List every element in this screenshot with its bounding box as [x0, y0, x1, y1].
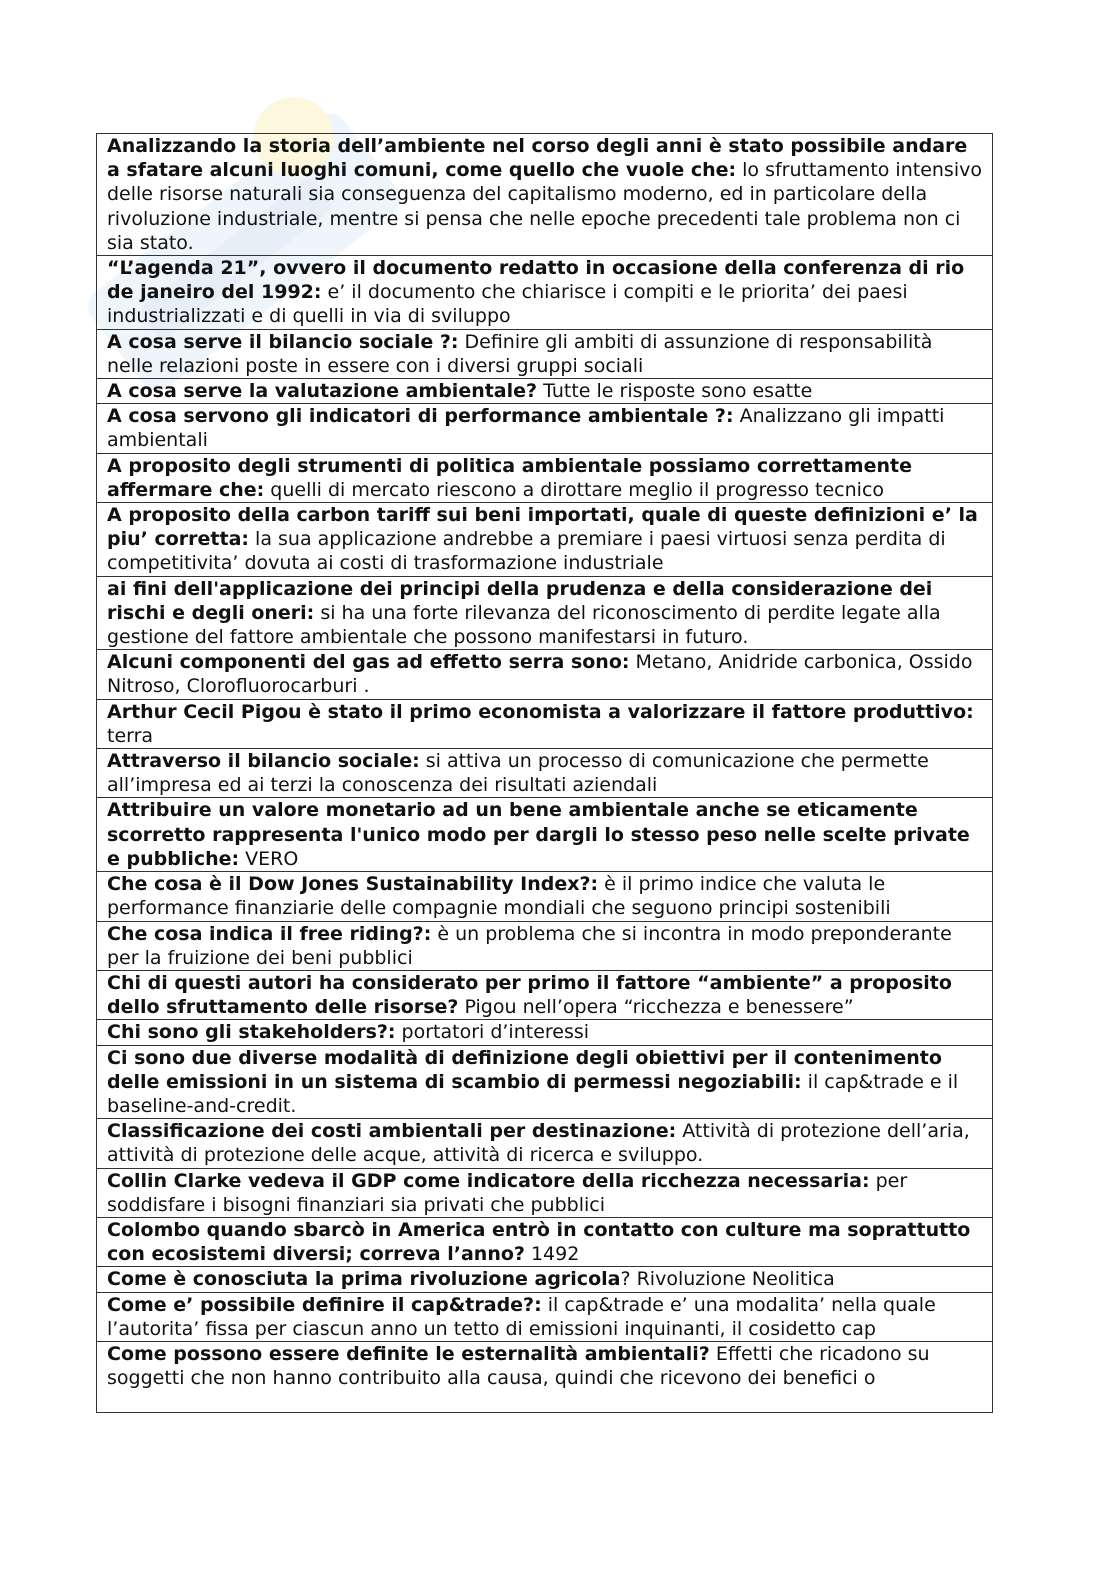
- question-text: A proposito della carbon tariff sui beni importati, quale di queste definizioni e’ la piu’ corretta:: [107, 504, 978, 551]
- qa-row: [97, 970, 993, 1019]
- answer-text: Attività di protezione dell’aria, attività di protezione delle acque, attività di ricerca e sviluppo.: [107, 1120, 970, 1167]
- question-text: A cosa serve la valutazione ambientale?: [107, 380, 538, 403]
- qa-cell: [97, 134, 993, 256]
- qa-row: [97, 699, 993, 748]
- qa-row: [97, 329, 993, 378]
- answer-text: quelli di mercato riescono a dirottare meglio il progresso tecnico: [264, 478, 885, 501]
- qa-cell: [97, 970, 993, 1019]
- qa-row: [97, 1119, 993, 1168]
- question-text: Che cosa indica il free riding?:: [107, 922, 432, 945]
- qa-row: [97, 1267, 993, 1292]
- qa-cell: [97, 1341, 993, 1412]
- qa-row: [97, 453, 993, 502]
- answer-text: la sua applicazione andrebbe a premiare i paesi virtuosi senza perdita di competitivita’ dovuta ai costi di trasformazione industriale: [107, 528, 946, 575]
- qa-cell: [97, 503, 993, 577]
- qa-cell: [97, 329, 993, 378]
- qa-row: [97, 576, 993, 650]
- qa-table: [96, 133, 993, 1413]
- qa-row: [97, 404, 993, 453]
- question-text: Collin Clarke vedeva il GDP come indicatore della ricchezza necessaria:: [107, 1169, 870, 1192]
- qa-row: [97, 256, 993, 330]
- question-text: Chi sono gli stakeholders?:: [107, 1021, 396, 1044]
- question-text: Come e’ possibile definire il cap&trade?:: [107, 1293, 542, 1316]
- qa-cell: [97, 1267, 993, 1292]
- question-text: Classificazione dei costi ambientali per destinazione:: [107, 1120, 677, 1143]
- answer-text: terra: [107, 724, 154, 747]
- qa-cell: [97, 1292, 993, 1341]
- answer-text: il cap&trade e il baseline-and-credit.: [107, 1070, 959, 1117]
- qa-row: [97, 134, 993, 256]
- answer-text: Definire gli ambiti di assunzione di responsabilità nelle relazioni poste in essere con i diversi gruppi sociali: [107, 330, 933, 377]
- answer-text: è il primo indice che valuta le performance finanziarie delle compagnie mondiali che seguono principi sostenibili: [107, 873, 891, 920]
- answer-text: e’ il documento che chiarisce i compiti e le priorita’ dei paesi industrializzati e di quelli in via di sviluppo: [107, 281, 908, 328]
- qa-row: [97, 650, 993, 699]
- qa-cell: [97, 872, 993, 921]
- answer-text: si attiva un processo di comunicazione che permette all’impresa ed ai terzi la conoscenza dei risultati aziendali: [107, 750, 929, 797]
- qa-cell: [97, 650, 993, 699]
- answer-text: lo sfruttamento intensivo delle risorse naturali sia conseguenza del capitalismo moderno, ed in particolare della rivoluzione industriale, mentre si pensa che nelle epoche precedenti tale problema non ci sia stato.: [107, 159, 982, 254]
- question-text: Che cosa è il Dow Jones Sustainability Index?:: [107, 873, 599, 896]
- answer-text: per soddisfare i bisogni finanziari sia privati che pubblici: [107, 1169, 908, 1216]
- question-text: A proposito degli strumenti di politica ambientale possiamo correttamente affermare che:: [107, 454, 912, 501]
- qa-row: [97, 1045, 993, 1119]
- qa-cell: [97, 379, 993, 404]
- answer-text: Metano, Anidride carbonica, Ossido Nitroso, Clorofluorocarburi .: [107, 651, 973, 698]
- question-text: Alcuni componenti del gas ad effetto serra sono:: [107, 651, 630, 674]
- question-text: Come è conosciuta la prima rivoluzione agricola: [107, 1268, 621, 1291]
- qa-row: [97, 503, 993, 577]
- qa-cell: [97, 1020, 993, 1045]
- answer-text: ? Rivoluzione Neolitica: [620, 1268, 835, 1291]
- qa-row: [97, 749, 993, 798]
- answer-text: il cap&trade e’ una modalita’ nella quale l’autorita’ fissa per ciascun anno un tetto di emissioni inquinanti, il cosidetto cap: [107, 1293, 936, 1340]
- question-text: Colombo quando sbarcò in America entrò in contatto con culture ma soprattutto con ecosistemi diversi; correva l’anno?: [107, 1218, 971, 1266]
- qa-row: [97, 921, 993, 970]
- question-text: Arthur Cecil Pigou è stato il primo economista a valorizzare il fattore produttivo:: [107, 700, 974, 723]
- question-text: Analizzando la storia dell’ambiente nel corso degli anni è stato possibile andare a sfatare alcuni luoghi comuni, come quello che vuole che:: [107, 135, 968, 182]
- question-text: A cosa servono gli indicatori di performance ambientale ?:: [107, 405, 734, 428]
- question-text: Chi di questi autori ha considerato per primo il fattore “ambiente” a proposito dello sfruttamento delle risorse?: [107, 971, 952, 1019]
- question-text: ai fini dell'applicazione dei principi della prudenza e della considerazione dei rischi e degli oneri:: [107, 577, 933, 624]
- answer-text: è un problema che si incontra in modo preponderante per la fruizione dei beni pubblici: [107, 922, 952, 969]
- answer-text: Pigou nell’opera “ricchezza e benessere”: [458, 996, 854, 1019]
- qa-row: [97, 1217, 993, 1266]
- question-text: Come possono essere definite le esternalità ambientali?: [107, 1342, 710, 1365]
- qa-row: [97, 872, 993, 921]
- answer-text: 1492: [524, 1243, 580, 1266]
- question-text: Attraverso il bilancio sociale:: [107, 750, 420, 773]
- qa-cell: [97, 1119, 993, 1168]
- qa-row: [97, 1292, 993, 1341]
- qa-cell: [97, 749, 993, 798]
- answer-text: Analizzano gli impatti ambientali: [107, 405, 945, 452]
- qa-row: [97, 1341, 993, 1412]
- qa-cell: [97, 798, 993, 872]
- qa-cell: [97, 1045, 993, 1119]
- question-text: Ci sono due diverse modalità di definizione degli obiettivi per il contenimento delle emissioni in un sistema di scambio di permessi negoziabili:: [107, 1046, 942, 1093]
- question-text: A cosa serve il bilancio sociale ?:: [107, 330, 459, 353]
- qa-row: [97, 1020, 993, 1045]
- answer-text: si ha una forte rilevanza del riconoscimento di perdite legate alla gestione del fattore ambientale che possono manifestarsi in futuro.: [107, 601, 941, 649]
- qa-cell: [97, 404, 993, 453]
- qa-cell: [97, 453, 993, 502]
- answer-text: Tutte le risposte sono esatte: [537, 380, 813, 403]
- answer-text: Effetti che ricadono su soggetti che non hanno contribuito alla causa, quindi che ricevono dei benefici o: [107, 1342, 930, 1390]
- qa-cell: [97, 699, 993, 748]
- answer-text: portatori d’interessi: [395, 1021, 590, 1044]
- qa-row: [97, 379, 993, 404]
- qa-cell: [97, 1168, 993, 1217]
- answer-text: VERO: [239, 847, 299, 870]
- question-text: Attribuire un valore monetario ad un bene ambientale anche se eticamente scorretto rappresenta l'unico modo per dargli lo stesso peso nelle scelte private e pubbliche:: [107, 799, 970, 870]
- qa-cell: [97, 576, 993, 650]
- qa-cell: [97, 921, 993, 970]
- qa-row: [97, 798, 993, 872]
- qa-cell: [97, 1217, 993, 1266]
- qa-cell: [97, 256, 993, 330]
- qa-row: [97, 1168, 993, 1217]
- question-text: “L’agenda 21”, ovvero il documento redatto in occasione della conferenza di rio de janeiro del 1992:: [107, 257, 965, 304]
